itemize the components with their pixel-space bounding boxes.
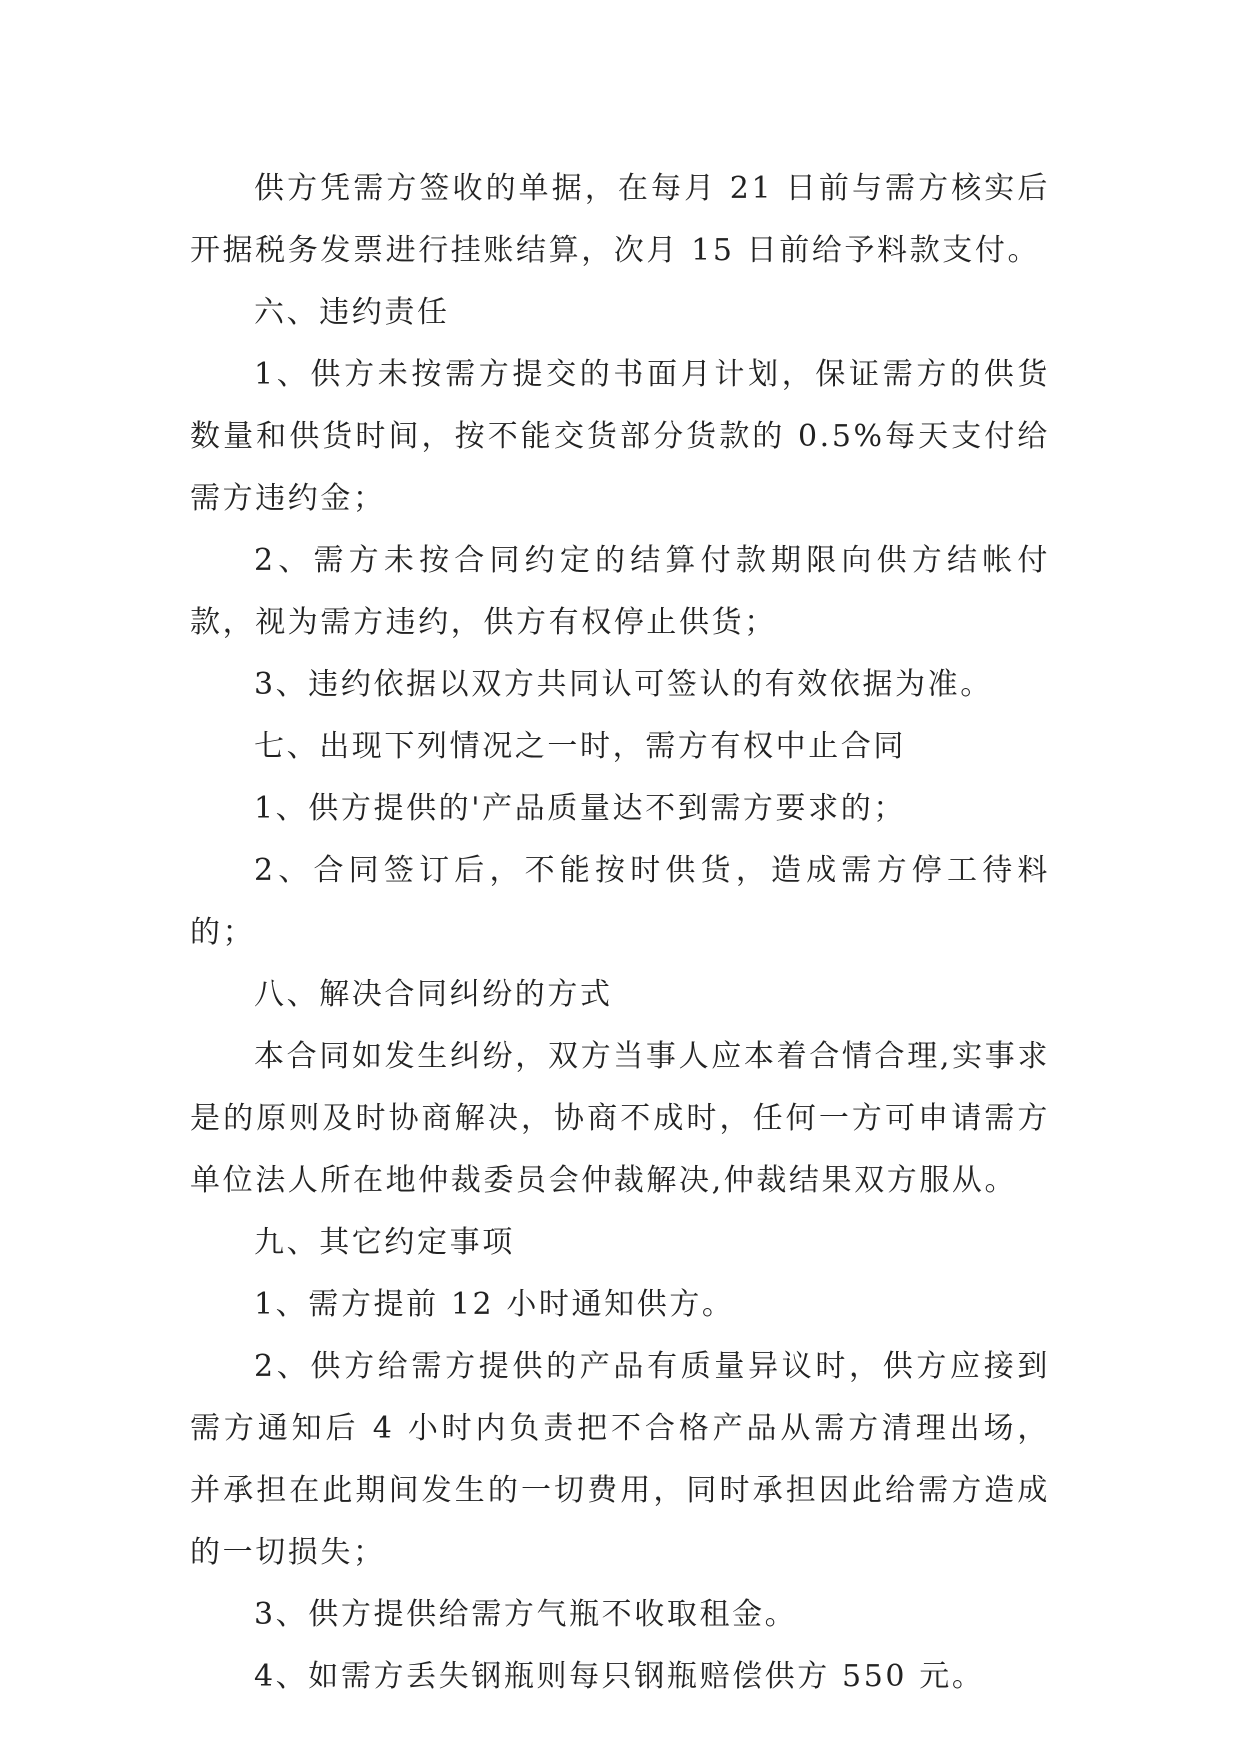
document-body bbox=[190, 158, 1050, 1708]
paragraph-dispute-resolution: 本合同如发生纠纷，双方当事人应本着合情合理,实事求是的原则及时协商解决，协商不成时，任何一方可申请需方单位法人所在地仲裁委员会仲裁解决,仲裁结果双方服从。 bbox=[190, 1039, 1050, 1198]
section-heading-other-terms: 九、其它约定事项 bbox=[254, 1225, 515, 1260]
paragraph-breach-item-1: 1、供方未按需方提交的书面月计划，保证需方的供货数量和供货时间，按不能交货部分货款的 0.5%每天支付给需方违约金； bbox=[190, 357, 1050, 516]
paragraph-breach-item-3: 3、违约依据以双方共同认可签认的有效依据为准。 bbox=[254, 667, 993, 702]
paragraph-other-item-4: 4、如需方丢失钢瓶则每只钢瓶赔偿供方 550 元。 bbox=[254, 1659, 985, 1694]
paragraph-termination-item-2: 2、合同签订后，不能按时供货，造成需方停工待料的； bbox=[190, 853, 1050, 950]
paragraph-other-item-3: 3、供方提供给需方气瓶不收取租金。 bbox=[254, 1597, 798, 1632]
paragraph-breach-item-2: 2、需方未按合同约定的结算付款期限向供方结帐付款，视为需方违约，供方有权停止供货； bbox=[190, 543, 1050, 640]
paragraph-payment-terms: 供方凭需方签收的单据，在每月 21 日前与需方核实后开据税务发票进行挂账结算，次月 15 日前给予料款支付。 bbox=[190, 171, 1050, 268]
section-heading-termination: 七、出现下列情况之一时，需方有权中止合同 bbox=[254, 729, 906, 764]
paragraph-termination-item-1: 1、供方提供的'产品质量达不到需方要求的； bbox=[254, 791, 906, 826]
section-heading-dispute-resolution: 八、解决合同纠纷的方式 bbox=[254, 977, 613, 1012]
paragraph-other-item-1: 1、需方提前 12 小时通知供方。 bbox=[254, 1287, 735, 1322]
section-heading-breach-liability: 六、违约责任 bbox=[254, 295, 450, 330]
paragraph-other-item-2: 2、供方给需方提供的产品有质量异议时，供方应接到需方通知后 4 小时内负责把不合格产品从需方清理出场，并承担在此期间发生的一切费用，同时承担因此给需方造成的一切损失； bbox=[190, 1349, 1050, 1570]
